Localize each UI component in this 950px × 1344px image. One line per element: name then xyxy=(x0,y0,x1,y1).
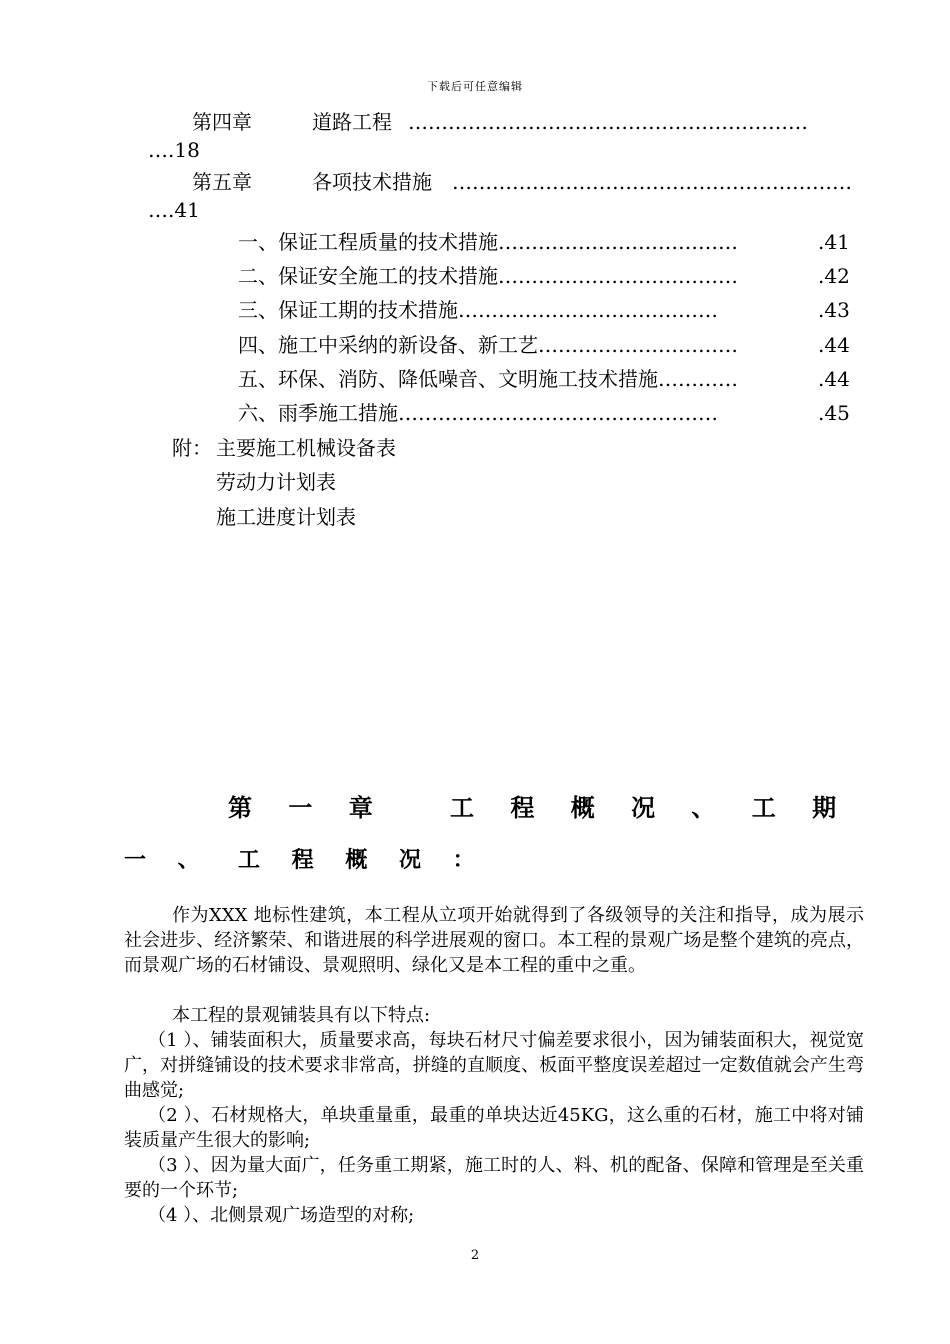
appendix-item: 主要施工机械设备表 xyxy=(216,436,396,460)
toc-item-text: 三、保证工期的技术措施 xyxy=(238,298,458,322)
toc-chapter-number: 第五章 xyxy=(192,170,252,194)
toc-leader-dots: ………………………………………… xyxy=(398,401,718,425)
toc-item xyxy=(238,296,718,324)
page-number: 2 xyxy=(470,1248,480,1263)
toc-leader-dots: …………………………………………………… xyxy=(408,110,808,134)
appendix-item: 劳动力计划表 xyxy=(216,470,336,494)
toc-item xyxy=(238,399,718,427)
toc-item-text: 六、雨季施工措施 xyxy=(238,401,398,425)
list-item: （2 ）、石材规格大，单块重量重，最重的单块达近45KG，这么重的石材，施工中将对铺装质量产生很大的影响; xyxy=(124,1105,864,1151)
list-item: （1 ）、铺装面积大，质量要求高，每块石材尺寸偏差要求很小，因为铺装面积大，视觉宽广，对拼缝铺设的技术要求非常高，拼缝的直顺度、板面平整度误差超过一定数值就会产生弯曲感觉; xyxy=(124,1030,864,1101)
toc-page-number: .42 xyxy=(818,264,850,288)
chapter-number: 第 一 章 xyxy=(228,793,387,822)
toc-leader-dots: ………………………………… xyxy=(458,298,718,322)
toc-page-number: ….41 xyxy=(148,198,200,222)
toc-page-number: .44 xyxy=(818,367,850,391)
toc-page-number: .44 xyxy=(818,333,850,357)
toc-page-number: ….18 xyxy=(148,138,200,162)
toc-page-number: .45 xyxy=(818,401,850,425)
body-paragraph: 本工程的景观铺装具有以下特点: xyxy=(172,1005,431,1026)
toc-page-number: .43 xyxy=(818,298,850,322)
toc-chapter-title: 道路工程 xyxy=(312,110,392,134)
toc-item-text: 四、施工中采纳的新设备、新工艺 xyxy=(238,333,538,357)
body-paragraph: 作为XXX 地标性建筑，本工程从立项开始就得到了各级领导的关注和指导，成为展示社会进步、经济繁荣、和谐进展的科学进展观的窗口。本工程的景观广场是整个建筑的亮点，而景观广场的石材铺设、景观照明、绿化又是本工程的重中之重。 xyxy=(124,905,864,976)
toc-leader-dots: …………………………………………………… xyxy=(452,170,852,194)
appendix-label: 附： xyxy=(172,436,212,460)
page-header: 下载后可任意编辑 xyxy=(427,80,523,93)
list-item: （3 ）、因为量大面广，任务重工期紧，施工时的人、料、机的配备、保障和管理是至关重要的一个环节; xyxy=(124,1155,864,1201)
toc-chapter-number: 第四章 xyxy=(192,110,252,134)
toc-leader-dots: ………………………… xyxy=(538,333,738,357)
toc-page-number: .41 xyxy=(818,230,850,254)
toc-leader-dots: ……………………………… xyxy=(498,264,738,288)
list-item: （4 ）、北侧景观广场造型的对称; xyxy=(148,1205,415,1226)
toc-chapter-title: 各项技术措施 xyxy=(312,170,432,194)
toc-item-text: 一、保证工程质量的技术措施 xyxy=(238,230,498,254)
toc-item xyxy=(238,331,738,359)
toc-leader-dots: ………… xyxy=(658,367,738,391)
toc-item-text: 五、环保、消防、降低噪音、文明施工技术措施 xyxy=(238,367,658,391)
toc-item xyxy=(238,262,738,290)
toc-leader-dots: ……………………………… xyxy=(498,230,738,254)
toc-item-text: 二、保证安全施工的技术措施 xyxy=(238,264,498,288)
toc-item xyxy=(238,365,738,393)
appendix-item: 施工进度计划表 xyxy=(216,505,356,529)
toc-item xyxy=(238,228,738,256)
section-number: 一 、 xyxy=(124,847,212,873)
section-title: 工 程 概 况 ： xyxy=(238,847,487,873)
chapter-title: 工 程 概 况 、 工 期 xyxy=(450,793,851,822)
